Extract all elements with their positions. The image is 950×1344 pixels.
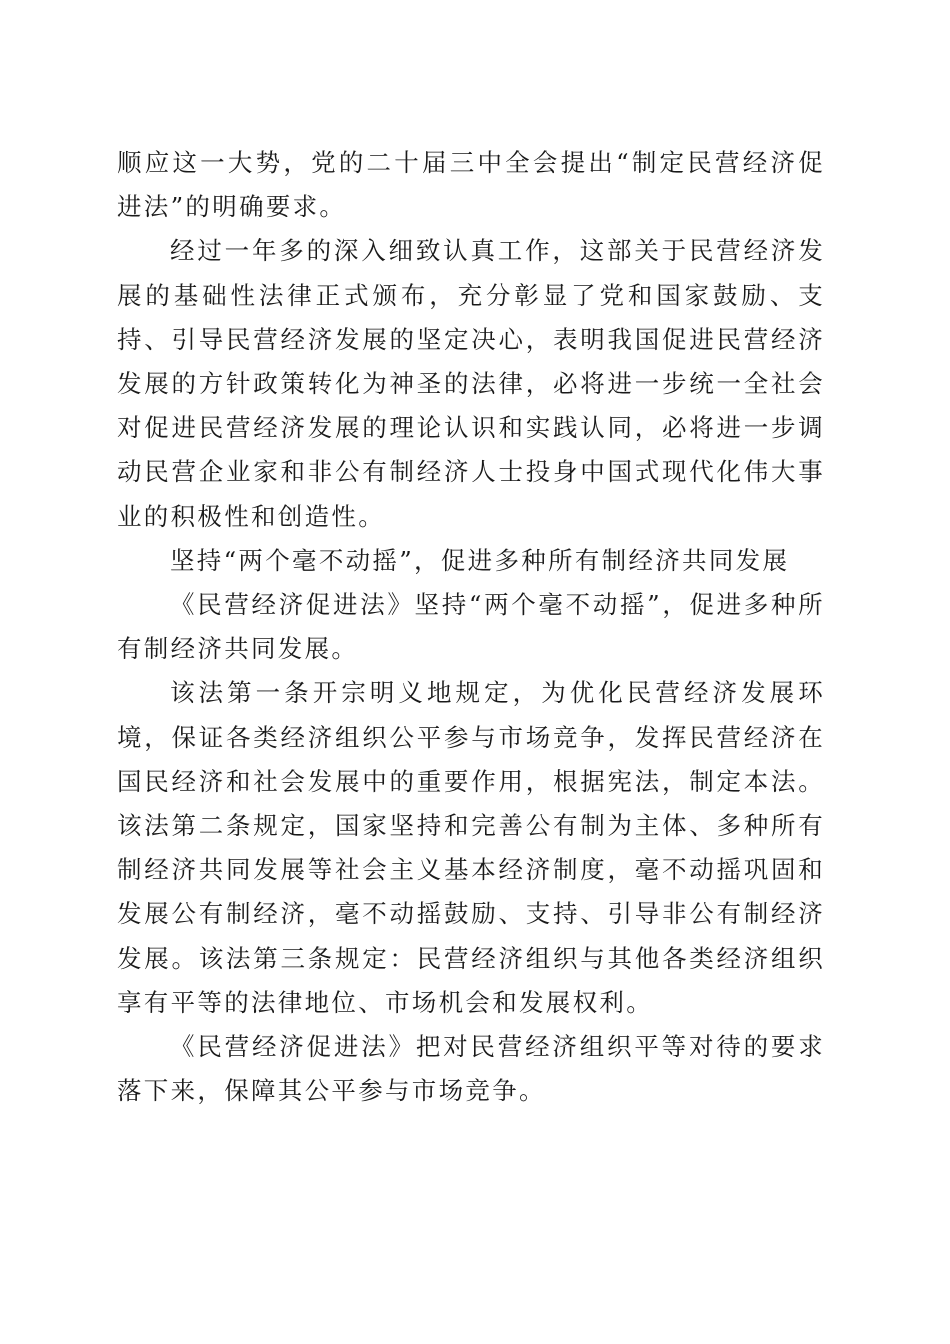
section-heading: 坚持“两个毫不动摇”，促进多种所有制经济共同发展: [170, 545, 790, 575]
paragraph-equal-treatment: 《民营经济促进法》把对民营经济组织平等对待的要求落下来，保障其公平参与市场竞争。: [117, 1032, 825, 1106]
document-body: [117, 141, 825, 1113]
paragraph-continuation: 顺应这一大势，党的二十届三中全会提出“制定民营经济促进法”的明确要求。: [117, 148, 825, 222]
paragraph-articles: 该法第一条开宗明义地规定，为优化民营经济发展环境，保证各类经济组织公平参与市场竞争，发挥民营经济在国民经济和社会发展中的重要作用，根据宪法，制定本法。该法第二条规定，国家坚持和完善公有制为主体、多种所有制经济共同发展等社会主义基本经济制度，毫不动摇巩固和发展公有制经济，毫不动摇鼓励、支持、引导非公有制经济发展。该法第三条规定：民营经济组织与其他各类经济组织享有平等的法律地位、市场机会和发展权利。: [117, 678, 825, 1017]
paragraph-law-promulgation: 经过一年多的深入细致认真工作，这部关于民营经济发展的基础性法律正式颁布，充分彰显了党和国家鼓励、支持、引导民营经济发展的坚定决心，表明我国促进民营经济发展的方针政策转化为神圣的法律，必将进一步统一全社会对促进民营经济发展的理论认识和实践认同，必将进一步调动民营企业家和非公有制经济人士投身中国式现代化伟大事业的积极性和创造性。: [117, 236, 825, 531]
paragraph-two-unwaverings: 《民营经济促进法》坚持“两个毫不动摇”，促进多种所有制经济共同发展。: [117, 590, 825, 664]
